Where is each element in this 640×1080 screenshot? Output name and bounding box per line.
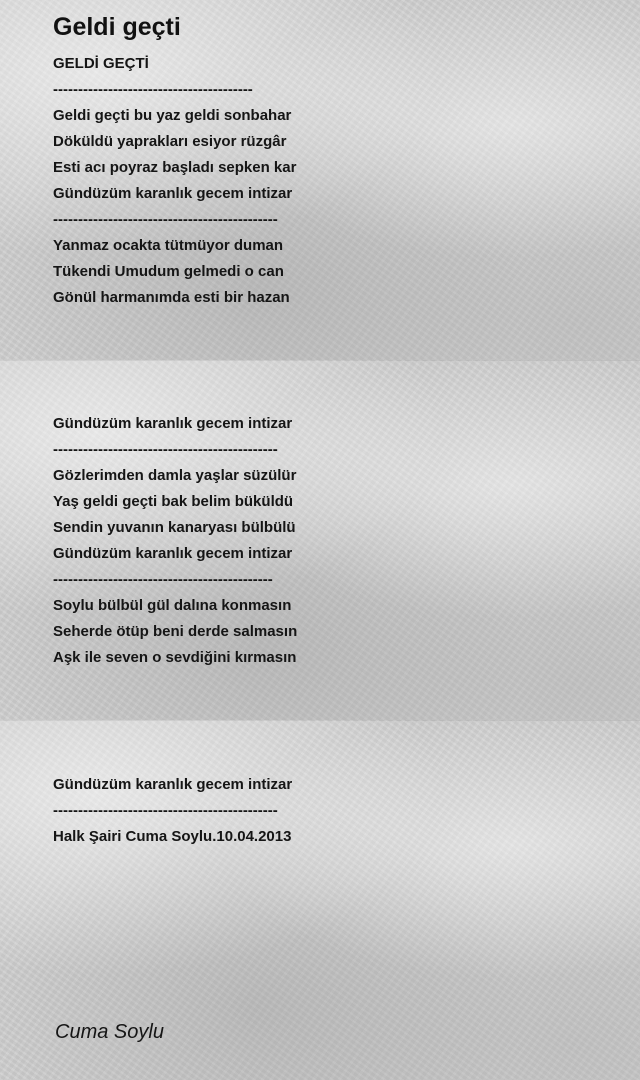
poem-line: Aşk ile seven o sevdiğini kırmasın <box>53 649 297 666</box>
poem-separator: --------------------------------------------- <box>53 211 278 228</box>
poem-line: Yaş geldi geçti bak belim büküldü <box>53 493 294 510</box>
poem-block-1 <box>53 51 296 311</box>
panel-divider <box>0 720 640 721</box>
poem-line: Esti acı poyraz başladı sepken kar <box>53 159 297 176</box>
poem-line: Geldi geçti bu yaz geldi sonbahar <box>53 107 292 124</box>
poem-line: Gündüzüm karanlık gecem intizar <box>53 415 293 432</box>
poem-line: Soylu bülbül gül dalına konmasın <box>53 597 292 614</box>
poem-separator: --------------------------------------------- <box>53 802 278 819</box>
poem-separator: --------------------------------------------- <box>53 441 278 458</box>
poem-title: Geldi geçti <box>53 13 181 41</box>
author-name: Cuma Soylu <box>55 1021 164 1043</box>
panel-divider <box>0 360 640 361</box>
poem-block-3 <box>53 772 292 850</box>
poem-line: Gönül harmanımda esti bir hazan <box>53 289 290 306</box>
poem-signature: Halk Şairi Cuma Soylu.10.04.2013 <box>53 828 292 845</box>
poem-line: Sendin yuvanın kanaryası bülbülü <box>53 519 296 536</box>
poem-line: Gündüzüm karanlık gecem intizar <box>53 545 293 562</box>
poem-line: Gündüzüm karanlık gecem intizar <box>53 185 293 202</box>
poem-subtitle: GELDİ GEÇTİ <box>53 55 149 72</box>
poem-line: Gündüzüm karanlık gecem intizar <box>53 776 293 793</box>
poem-separator: ---------------------------------------- <box>53 81 253 98</box>
poem-line: Seherde ötüp beni derde salmasın <box>53 623 298 640</box>
poem-separator: -------------------------------------------- <box>53 571 273 588</box>
poem-line: Gözlerimden damla yaşlar süzülür <box>53 467 297 484</box>
poem-line: Döküldü yaprakları esiyor rüzgâr <box>53 133 287 150</box>
poem-line: Tükendi Umudum gelmedi o can <box>53 263 284 280</box>
poem-line: Yanmaz ocakta tütmüyor duman <box>53 237 284 254</box>
poem-block-2 <box>53 411 297 671</box>
